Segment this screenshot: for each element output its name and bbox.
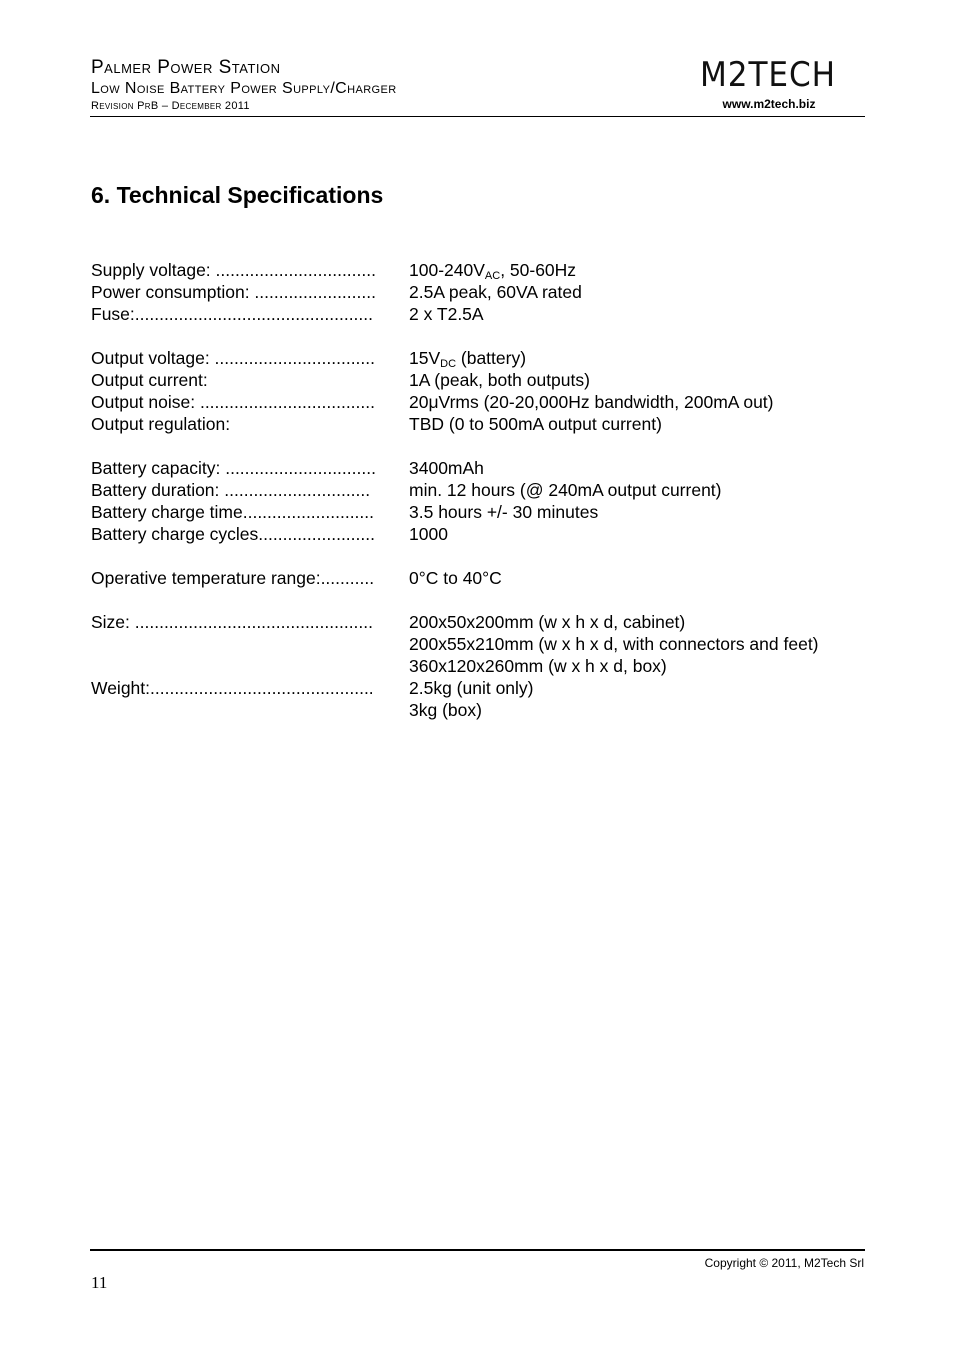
- spec-value: 0°C to 40°C: [409, 568, 502, 588]
- spec-row-battery-charge-time: [91, 501, 871, 523]
- spec-value: 200x55x210mm (w x h x d, with connectors and feet): [409, 634, 819, 654]
- spec-label: Size: .................................................: [91, 612, 374, 632]
- spec-group-gap: [91, 589, 871, 611]
- spec-value: 2.5A peak, 60VA rated: [409, 282, 582, 302]
- footer-divider: [90, 1249, 865, 1251]
- document-title: Palmer Power Station: [91, 57, 281, 78]
- spec-label: Operative temperature range:...........: [91, 568, 375, 588]
- spec-row-size-continued: [91, 633, 871, 655]
- spec-list: [91, 259, 871, 721]
- section-heading: 6. Technical Specifications: [91, 182, 384, 208]
- spec-label: Battery duration: ..............................: [91, 480, 371, 500]
- spec-value: TBD (0 to 500mA output current): [409, 414, 662, 434]
- spec-value-tail: (battery): [456, 348, 527, 368]
- spec-row-output-current: [91, 369, 871, 391]
- spec-value: 360x120x260mm (w x h x d, box): [409, 656, 667, 676]
- spec-row-battery-duration: [91, 479, 871, 501]
- spec-group-gap: [91, 435, 871, 457]
- spec-row-size-continued: [91, 655, 871, 677]
- spec-row-operative-temperature: [91, 567, 871, 589]
- spec-value: [409, 347, 871, 369]
- spec-row-supply-voltage: [91, 259, 871, 281]
- spec-row-output-noise: [91, 391, 871, 413]
- website-link[interactable]: www.m2tech.biz: [722, 97, 816, 111]
- spec-value: 2 x T2.5A: [409, 304, 484, 324]
- spec-value: 2.5kg (unit only): [409, 678, 534, 698]
- revision-line: Revision PrB – December 2011: [91, 100, 250, 112]
- spec-value-main: 15V: [409, 348, 441, 368]
- spec-label: Fuse:.................................................: [91, 304, 374, 324]
- spec-label-empty: [91, 699, 409, 721]
- spec-value-subscript: DC: [440, 358, 457, 370]
- spec-value: 1000: [409, 524, 448, 544]
- spec-row-fuse: [91, 303, 871, 325]
- spec-value-tail: , 50-60Hz: [500, 260, 577, 280]
- spec-value-main: 100-240V: [409, 260, 485, 280]
- spec-value: 3kg (box): [409, 700, 482, 720]
- header-divider: [90, 116, 865, 117]
- spec-value: 1A (peak, both outputs): [409, 370, 590, 390]
- m2tech-logo: [700, 50, 840, 96]
- spec-label: Output current:: [91, 370, 208, 390]
- spec-label: Supply voltage: .................................: [91, 260, 376, 280]
- spec-value: 3400mAh: [409, 458, 484, 478]
- spec-row-weight: [91, 677, 871, 699]
- spec-value-subscript: AC: [484, 270, 501, 282]
- page-number: 11: [91, 1273, 108, 1292]
- spec-group-gap: [91, 325, 871, 347]
- spec-label-empty: [91, 655, 409, 677]
- spec-value: [409, 259, 871, 281]
- spec-row-battery-charge-cycles: [91, 523, 871, 545]
- m2tech-logo-graphic: [700, 50, 840, 96]
- spec-row-battery-capacity: [91, 457, 871, 479]
- logo-wordmark: M2TECH: [700, 55, 836, 95]
- spec-row-power-consumption: [91, 281, 871, 303]
- spec-label: Output regulation:: [91, 414, 231, 434]
- spec-label: Weight:..............................................: [91, 678, 374, 698]
- spec-label: Battery charge cycles........................: [91, 524, 375, 544]
- spec-label: Battery capacity: ...............................: [91, 458, 376, 478]
- spec-label: Power consumption: .........................: [91, 282, 376, 302]
- spec-label-empty: [91, 633, 409, 655]
- document-subtitle: Low Noise Battery Power Supply/Charger: [91, 80, 397, 97]
- spec-value: min. 12 hours (@ 240mA output current): [409, 480, 722, 500]
- spec-value: 200x50x200mm (w x h x d, cabinet): [409, 612, 686, 632]
- spec-label: Battery charge time...........................: [91, 502, 375, 522]
- spec-label: Output noise: ....................................: [91, 392, 375, 412]
- spec-row-output-voltage: [91, 347, 871, 369]
- spec-value: 3.5 hours +/- 30 minutes: [409, 502, 599, 522]
- spec-label: Output voltage: .................................: [91, 348, 375, 368]
- spec-row-weight-continued: [91, 699, 871, 721]
- copyright-notice: Copyright © 2011, M2Tech Srl: [704, 1256, 864, 1270]
- spec-row-size: [91, 611, 871, 633]
- spec-row-output-regulation: [91, 413, 871, 435]
- spec-value: 20μVrms (20-20,000Hz bandwidth, 200mA out): [409, 392, 774, 412]
- spec-group-gap: [91, 545, 871, 567]
